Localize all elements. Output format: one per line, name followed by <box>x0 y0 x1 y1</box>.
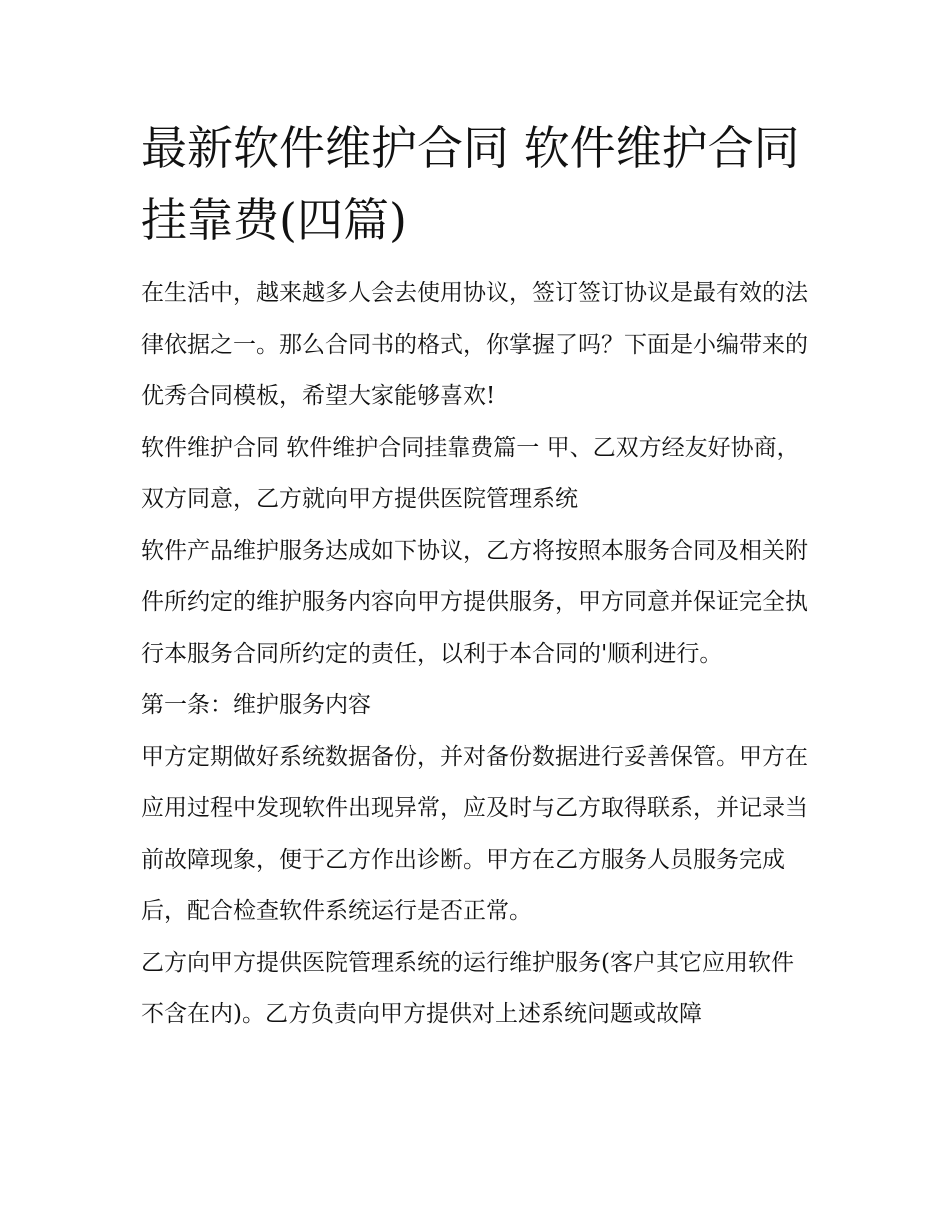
agreement-paragraph: 软件产品维护服务达成如下协议，乙方将按照本服务合同及相关附件所约定的维护服务内容向甲方提供服务，甲方同意并保证完全执行本服务合同所约定的责任，以利于本合同的'顺利进行。 <box>141 537 808 667</box>
intro-paragraph: 在生活中，越来越多人会去使用协议，签订签订协议是最有效的法律依据之一。那么合同书的格式，你掌握了吗？下面是小编带来的优秀合同模板，希望大家能够喜欢! <box>141 280 808 409</box>
section-intro-paragraph: 软件维护合同 软件维护合同挂靠费篇一 甲、乙双方经友好协商，双方同意，乙方就向甲方提供医院管理系统 <box>141 434 800 512</box>
article-one-heading: 第一条：维护服务内容 <box>141 692 371 718</box>
document-title: 最新软件维护合同 软件维护合同挂靠费(四篇) <box>141 121 800 247</box>
party-b-duties-paragraph: 乙方向甲方提供医院管理系统的运行维护服务(客户其它应用软件不含在内)。乙方负责向甲方提供对上述系统问题或故障 <box>141 949 794 1027</box>
document-body <box>141 112 813 1041</box>
party-a-duties-paragraph: 甲方定期做好系统数据备份，并对备份数据进行妥善保管。甲方在应用过程中发现软件出现异常，应及时与乙方取得联系，并记录当前故障现象，便于乙方作出诊断。甲方在乙方服务人员服务完成后，配合检查软件系统运行是否正常。 <box>141 743 808 924</box>
